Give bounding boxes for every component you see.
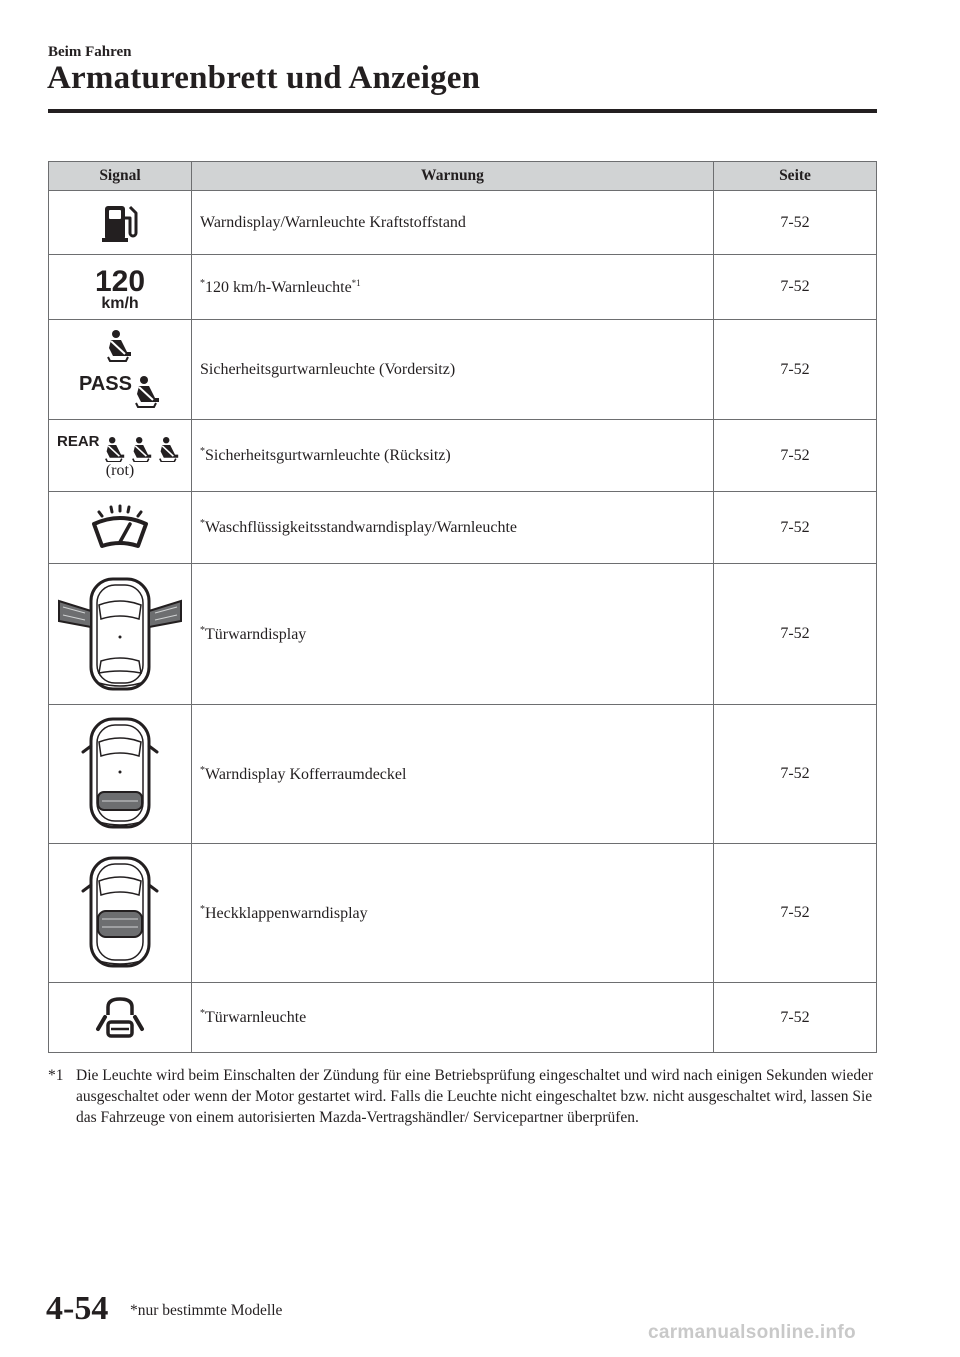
warning-text: 120 km/h-Warnleuchte <box>205 278 352 296</box>
section-label: Beim Fahren <box>48 44 132 60</box>
table-row <box>49 705 877 844</box>
signal-cell <box>49 844 192 983</box>
warning-text: Sicherheitsgurtwarnleuchte (Rücksitz) <box>205 447 451 464</box>
seatbelt-passenger-icon <box>136 376 159 407</box>
page-cell: 7-52 <box>714 844 877 983</box>
column-header-signal: Signal <box>49 162 192 191</box>
signal-cell <box>49 420 192 492</box>
warning-cell <box>192 255 714 320</box>
table-row <box>49 320 877 420</box>
warning-text: Heckklappenwarndisplay <box>205 904 368 922</box>
speed-number: 120 <box>94 265 146 298</box>
signal-cell <box>49 983 192 1053</box>
signal-cell <box>49 320 192 420</box>
washer-fluid-icon <box>88 504 152 552</box>
warning-text: Warndisplay/Warnleuchte Kraftstoffstand <box>200 214 466 231</box>
table-row <box>49 492 877 564</box>
page-number: 4-54 <box>46 1290 109 1327</box>
warning-cell <box>192 983 714 1053</box>
title-rule <box>48 109 877 113</box>
table-row <box>49 255 877 320</box>
footnote-reference: *1 <box>351 277 361 288</box>
availability-asterisk: * <box>200 903 205 915</box>
availability-asterisk: * <box>200 277 205 289</box>
column-header-warning: Warnung <box>192 162 714 191</box>
signal-cell <box>49 564 192 705</box>
warning-text: Türwarndisplay <box>205 625 307 643</box>
warning-cell <box>192 564 714 705</box>
seatbelt-front-pass-icon <box>75 328 165 412</box>
table-row <box>49 844 877 983</box>
page-title: Armaturenbrett und Anzeigen <box>47 60 481 96</box>
page-cell: 7-52 <box>714 191 877 255</box>
table-row <box>49 564 877 705</box>
signal-table <box>48 161 877 1053</box>
warning-cell <box>192 492 714 564</box>
fuel-pump-icon <box>100 202 140 244</box>
page-cell: 7-52 <box>714 705 877 844</box>
warning-cell <box>192 191 714 255</box>
watermark: carmanualsonline.info <box>648 1322 856 1343</box>
table-row <box>49 420 877 492</box>
car-trunk-open-icon <box>80 716 160 832</box>
warning-cell <box>192 705 714 844</box>
icon-color-caption: (rot) <box>105 461 135 479</box>
signal-cell <box>49 191 192 255</box>
availability-asterisk: * <box>200 1008 205 1019</box>
warning-cell <box>192 320 714 420</box>
warning-cell <box>192 420 714 492</box>
footer-note: *nur bestimmte Modelle <box>130 1302 283 1319</box>
signal-cell <box>49 255 192 320</box>
warning-cell <box>192 844 714 983</box>
page-cell: 7-52 <box>714 983 877 1053</box>
page-cell: 7-52 <box>714 564 877 705</box>
availability-asterisk: * <box>200 446 205 457</box>
car-liftgate-open-icon <box>80 855 160 971</box>
speed-120-kmh-icon <box>92 264 148 310</box>
seatbelt-driver-icon <box>108 330 131 361</box>
availability-asterisk: * <box>200 518 205 529</box>
warning-text: Türwarnleuchte <box>205 1009 307 1026</box>
warning-text: Warndisplay Kofferraumdeckel <box>205 765 407 783</box>
page-cell: 7-52 <box>714 255 877 320</box>
signal-cell <box>49 492 192 564</box>
footnote-mark: *1 <box>48 1067 64 1084</box>
page-cell: 7-52 <box>714 420 877 492</box>
table-header-row <box>49 162 877 191</box>
door-ajar-icon <box>95 995 145 1041</box>
table-row <box>49 983 877 1053</box>
page-cell: 7-52 <box>714 492 877 564</box>
seatbelt-rear-icon <box>55 432 185 462</box>
page-cell: 7-52 <box>714 320 877 420</box>
footnote <box>48 1065 878 1128</box>
pass-label: PASS <box>79 372 132 395</box>
footnote-text: Die Leuchte wird beim Einschalten der Zündung für eine Betriebsprüfung eingeschaltet und wird nach einigen Sekunden wieder ausgeschaltet oder wenn der Motor gestartet wird. Falls die Leuchte nicht eingeschaltet bzw. nicht ausgeschaltet wird, lassen Sie das Fahrzeuge von einem autorisierten Mazda-Vertragshändler/ Servicepartner überprüfen. <box>76 1067 874 1126</box>
availability-asterisk: * <box>200 624 205 636</box>
signal-cell <box>49 705 192 844</box>
column-header-page: Seite <box>714 162 877 191</box>
warning-text: Sicherheitsgurtwarnleuchte (Vordersitz) <box>200 361 456 378</box>
speed-unit: km/h <box>101 295 139 310</box>
car-doors-open-icon <box>55 575 185 693</box>
rear-label: REAR <box>57 432 100 450</box>
warning-text: Waschflüssigkeitsstandwarndisplay/Warnleuchte <box>205 519 518 536</box>
table-row <box>49 191 877 255</box>
availability-asterisk: * <box>200 764 205 776</box>
